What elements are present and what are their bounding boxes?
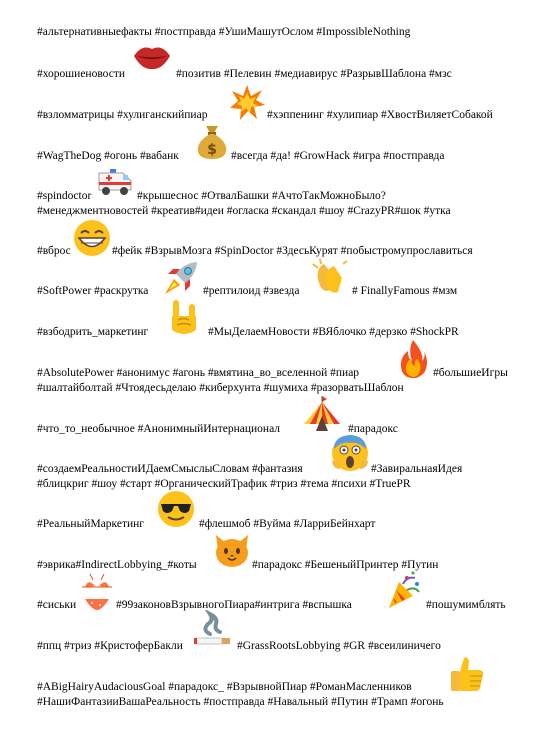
hashtag-line-12b: #парадокс — [348, 423, 398, 435]
hashtag-line-15a: #РеальныйМаркетинг — [37, 518, 144, 530]
clapping-hands-icon — [310, 258, 350, 296]
fire-icon — [398, 339, 428, 379]
lips-icon — [132, 42, 172, 72]
hashtag-line-14: #блицкриг #шоу #старт #ОрганическийТрафик #триз #тема #психи #TruePR — [37, 478, 411, 490]
hashtag-line-2b: #позитив #Пелевин #медиавирус #РазрывШаблона #мзс — [176, 68, 452, 80]
hashtag-line-8a: #SoftPower #раскрутка — [37, 285, 149, 297]
hashtag-line-13a: #создаемРеальностиИДаемСмыслыСловам #фантазия — [37, 463, 303, 475]
bikini-icon — [80, 572, 114, 612]
hashtag-line-17a: #сиськи — [37, 599, 77, 611]
hashtag-line-1: #альтернативныефакты #постправда #УшиМашутОслом #ImpossibleNothing — [37, 26, 411, 38]
hashtag-line-17b: #99законовВзрывногоПиара#интрига #вспышка — [116, 599, 352, 611]
hashtag-line-3b: #хэппенинг #хулипиар #ХвостВиляетСобакой — [267, 109, 493, 121]
hashtag-line-17c: #пошумимблять — [426, 599, 506, 611]
cat-face-icon — [212, 531, 252, 569]
hashtag-line-12a: #что_то_необычное #АнонимныйИнтернационал — [37, 423, 281, 435]
hashtag-line-4a: #WagTheDog #огонь #вабанк — [37, 150, 179, 162]
hashtag-line-8c: # FinallyFamous #мзм — [352, 285, 458, 297]
hashtag-line-11: #шалтайболтай #Чтоядесьделаю #киберхунта #шумиха #разорватьШаблон — [37, 382, 404, 394]
party-popper-icon — [385, 570, 423, 610]
hashtag-line-7b: #фейк #ВзрывМозга #SpinDoctor #ЗдесьКурят #побыстромупрославиться — [112, 245, 473, 257]
hashtag-line-13b: #ЗавиральнаяИдея — [371, 463, 463, 475]
screaming-face-icon — [330, 433, 370, 473]
hashtag-line-3a: #взломматрицы #хулиганскийпиар — [37, 109, 208, 121]
cigarette-smoke-icon — [194, 610, 234, 648]
hashtag-line-5a: #spindoctor — [37, 190, 92, 202]
hashtag-line-6: #менеджментновостей #креатив#идеи #огласка #скандал #шоу #CrazyPR#шок #утка — [37, 205, 451, 217]
hashtag-line-5b: #крышеснос #ОтвалБашки #АчтоТакМожноБыло? — [137, 190, 386, 202]
hashtag-line-2a: #хорошиеновости — [37, 68, 126, 80]
thumbs-up-icon — [448, 654, 486, 694]
rocket-icon — [162, 259, 200, 297]
sign-of-horns-icon — [167, 298, 201, 338]
hashtag-line-10a: #AbsolutePower #анонимус #агонь #вмятина_во_вселенной #пиар — [37, 367, 360, 379]
svg-text:$: $ — [207, 142, 217, 158]
hashtag-line-8b: #рептилоид #звезда — [203, 285, 300, 297]
grinning-face-icon — [73, 219, 111, 257]
money-bag-icon — [194, 122, 230, 160]
hashtag-line-19: #ABigHairyAudaciousGoal #парадокс_ #ВзрывнойПиар #РоманМасленников — [37, 681, 412, 693]
hashtag-line-15b: #флешмоб #Вуйма #ЛарриБейнхарт — [199, 518, 376, 530]
circus-tent-icon — [302, 394, 342, 432]
hashtag-line-9a: #взбодрить_маркетинг — [37, 326, 149, 338]
hashtag-line-18b: #GrassRootsLobbying #GR #всеилиничего — [237, 640, 441, 652]
hashtag-line-7a: #вброс — [37, 245, 71, 257]
hashtag-line-16b: #парадокс #БешеныйПринтер #Путин — [252, 559, 439, 571]
explosion-icon — [228, 84, 266, 122]
hashtag-line-10b: #большиеИгры — [433, 367, 508, 379]
hashtag-line-20: #НашиФантазииВашаРеальность #постправда #Навальный #Путин #Трамп #огонь — [37, 696, 444, 708]
hashtag-line-16a: #эврика#IndirectLobbying_#коты — [37, 559, 197, 571]
sunglasses-face-icon — [156, 489, 196, 529]
ambulance-icon — [97, 168, 133, 196]
hashtag-line-4b: #всегда #да! #GrowHack #игра #постправда — [231, 150, 445, 162]
hashtag-line-18a: #ппц #триз #КристоферБакли — [37, 640, 183, 652]
hashtag-line-9b: #МыДелаемНовости #ВЯблочко #дерзко #ShockPR — [208, 326, 459, 338]
